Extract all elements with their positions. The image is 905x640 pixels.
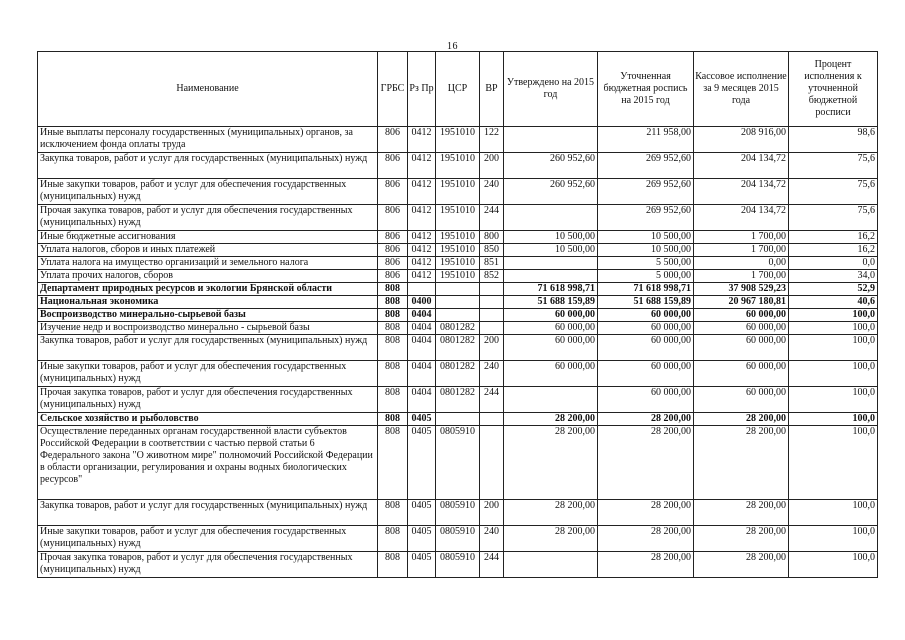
cell-cash: 60 000,00 — [694, 309, 789, 322]
cell-rzpr: 0404 — [408, 322, 436, 335]
table-row — [38, 526, 878, 552]
cell-vr — [480, 296, 504, 309]
cell-csr: 1951010 — [436, 205, 480, 231]
cell-rzpr: 0412 — [408, 205, 436, 231]
cell-grbs: 808 — [378, 283, 408, 296]
cell-percent: 100,0 — [789, 500, 878, 526]
cell-refined: 5 000,00 — [598, 270, 694, 283]
cell-csr: 1951010 — [436, 257, 480, 270]
cell-cash: 204 134,72 — [694, 153, 789, 179]
cell-vr: 240 — [480, 526, 504, 552]
cell-refined: 269 952,60 — [598, 179, 694, 205]
cell-refined: 71 618 998,71 — [598, 283, 694, 296]
cell-refined: 60 000,00 — [598, 309, 694, 322]
cell-percent: 75,6 — [789, 205, 878, 231]
cell-csr: 0801282 — [436, 387, 480, 413]
cell-grbs: 808 — [378, 413, 408, 426]
cell-csr: 0805910 — [436, 500, 480, 526]
cell-name: Уплата налога на имущество организаций и земельного налога — [38, 257, 378, 270]
cell-name: Закупка товаров, работ и услуг для государственных (муниципальных) нужд — [38, 335, 378, 361]
cell-percent: 100,0 — [789, 335, 878, 361]
cell-refined: 10 500,00 — [598, 244, 694, 257]
cell-percent: 100,0 — [789, 361, 878, 387]
cell-cash: 60 000,00 — [694, 335, 789, 361]
cell-name: Закупка товаров, работ и услуг для государственных (муниципальных) нужд — [38, 500, 378, 526]
cell-approved: 60 000,00 — [504, 309, 598, 322]
cell-approved: 28 200,00 — [504, 526, 598, 552]
cell-refined: 60 000,00 — [598, 387, 694, 413]
header-cash: Кассовое исполнение за 9 месяцев 2015 года — [694, 52, 789, 127]
cell-refined: 60 000,00 — [598, 361, 694, 387]
cell-name: Закупка товаров, работ и услуг для государственных (муниципальных) нужд — [38, 153, 378, 179]
page-number: 16 — [447, 41, 458, 52]
cell-percent: 75,6 — [789, 179, 878, 205]
cell-percent: 98,6 — [789, 127, 878, 153]
cell-name: Осуществление переданных органам государственной власти субъектов Российской Федерации в соответствии с частью первой статьи 6 Федерального закона "О животном мире" полномочий Российской Федерации в области организации, регулирования и охраны водных биологических ресурсов" — [38, 426, 378, 500]
table-row — [38, 296, 878, 309]
header-csr: ЦСР — [436, 52, 480, 127]
cell-grbs: 808 — [378, 361, 408, 387]
cell-grbs: 808 — [378, 296, 408, 309]
cell-rzpr: 0412 — [408, 231, 436, 244]
cell-rzpr: 0405 — [408, 426, 436, 500]
cell-name: Изучение недр и воспроизводство минерально - сырьевой базы — [38, 322, 378, 335]
cell-csr: 1951010 — [436, 153, 480, 179]
cell-rzpr: 0412 — [408, 244, 436, 257]
cell-rzpr: 0405 — [408, 552, 436, 578]
cell-grbs: 806 — [378, 179, 408, 205]
cell-vr: 200 — [480, 500, 504, 526]
cell-grbs: 806 — [378, 127, 408, 153]
table-row — [38, 270, 878, 283]
cell-vr: 244 — [480, 387, 504, 413]
cell-approved: 28 200,00 — [504, 413, 598, 426]
cell-vr — [480, 283, 504, 296]
cell-cash: 204 134,72 — [694, 205, 789, 231]
cell-vr: 852 — [480, 270, 504, 283]
cell-rzpr: 0404 — [408, 387, 436, 413]
cell-refined: 60 000,00 — [598, 322, 694, 335]
cell-cash: 28 200,00 — [694, 526, 789, 552]
cell-approved — [504, 257, 598, 270]
table-row — [38, 387, 878, 413]
cell-refined: 51 688 159,89 — [598, 296, 694, 309]
cell-cash: 37 908 529,23 — [694, 283, 789, 296]
cell-vr — [480, 413, 504, 426]
cell-name: Сельское хозяйство и рыболовство — [38, 413, 378, 426]
header-vr: ВР — [480, 52, 504, 127]
cell-grbs: 808 — [378, 309, 408, 322]
cell-csr: 1951010 — [436, 244, 480, 257]
cell-percent: 100,0 — [789, 552, 878, 578]
cell-approved: 10 500,00 — [504, 231, 598, 244]
cell-grbs: 806 — [378, 231, 408, 244]
table-row — [38, 179, 878, 205]
cell-rzpr: 0405 — [408, 500, 436, 526]
table-row — [38, 283, 878, 296]
cell-grbs: 808 — [378, 552, 408, 578]
cell-approved: 28 200,00 — [504, 500, 598, 526]
cell-vr: 851 — [480, 257, 504, 270]
header-name: Наименование — [38, 52, 378, 127]
cell-percent: 16,2 — [789, 244, 878, 257]
table-row — [38, 413, 878, 426]
cell-rzpr: 0405 — [408, 526, 436, 552]
table-row — [38, 205, 878, 231]
cell-refined: 28 200,00 — [598, 500, 694, 526]
cell-vr — [480, 426, 504, 500]
cell-approved: 28 200,00 — [504, 426, 598, 500]
table-row — [38, 127, 878, 153]
cell-vr: 122 — [480, 127, 504, 153]
cell-vr: 244 — [480, 205, 504, 231]
cell-cash: 60 000,00 — [694, 361, 789, 387]
cell-csr: 0801282 — [436, 361, 480, 387]
header-refined: Уточненная бюджетная роспись на 2015 год — [598, 52, 694, 127]
cell-name: Иные закупки товаров, работ и услуг для обеспечения государственных (муниципальных) нужд — [38, 179, 378, 205]
header-approved: Утверждено на 2015 год — [504, 52, 598, 127]
cell-vr: 240 — [480, 179, 504, 205]
cell-refined: 269 952,60 — [598, 205, 694, 231]
cell-rzpr: 0404 — [408, 335, 436, 361]
table-row — [38, 257, 878, 270]
cell-name: Иные выплаты персоналу государственных (муниципальных) органов, за исключением фонда оплаты труда — [38, 127, 378, 153]
cell-csr: 1951010 — [436, 127, 480, 153]
cell-refined: 10 500,00 — [598, 231, 694, 244]
table-row — [38, 244, 878, 257]
cell-cash: 60 000,00 — [694, 387, 789, 413]
cell-cash: 1 700,00 — [694, 270, 789, 283]
cell-approved: 60 000,00 — [504, 322, 598, 335]
cell-grbs: 808 — [378, 335, 408, 361]
cell-refined: 28 200,00 — [598, 426, 694, 500]
cell-refined: 28 200,00 — [598, 552, 694, 578]
cell-grbs: 808 — [378, 426, 408, 500]
cell-rzpr: 0412 — [408, 179, 436, 205]
cell-approved: 51 688 159,89 — [504, 296, 598, 309]
cell-percent: 100,0 — [789, 413, 878, 426]
cell-grbs: 808 — [378, 322, 408, 335]
budget-table — [37, 51, 878, 578]
cell-csr: 0801282 — [436, 335, 480, 361]
cell-approved — [504, 270, 598, 283]
cell-approved: 260 952,60 — [504, 179, 598, 205]
table-row — [38, 153, 878, 179]
cell-refined: 28 200,00 — [598, 526, 694, 552]
cell-rzpr: 0412 — [408, 153, 436, 179]
cell-grbs: 806 — [378, 205, 408, 231]
cell-refined: 269 952,60 — [598, 153, 694, 179]
cell-csr — [436, 309, 480, 322]
cell-cash: 60 000,00 — [694, 322, 789, 335]
cell-rzpr: 0400 — [408, 296, 436, 309]
table-row — [38, 231, 878, 244]
cell-approved: 260 952,60 — [504, 153, 598, 179]
cell-cash: 28 200,00 — [694, 552, 789, 578]
cell-vr: 850 — [480, 244, 504, 257]
cell-approved: 60 000,00 — [504, 335, 598, 361]
cell-csr: 1951010 — [436, 231, 480, 244]
cell-refined: 5 500,00 — [598, 257, 694, 270]
cell-grbs: 806 — [378, 257, 408, 270]
cell-vr: 240 — [480, 361, 504, 387]
cell-percent: 100,0 — [789, 322, 878, 335]
table-row — [38, 361, 878, 387]
header-grbs: ГРБС — [378, 52, 408, 127]
cell-rzpr: 0404 — [408, 361, 436, 387]
cell-vr: 800 — [480, 231, 504, 244]
table-row — [38, 335, 878, 361]
table-row — [38, 309, 878, 322]
cell-approved: 60 000,00 — [504, 361, 598, 387]
cell-grbs: 806 — [378, 153, 408, 179]
cell-rzpr: 0404 — [408, 309, 436, 322]
cell-approved — [504, 205, 598, 231]
cell-refined: 28 200,00 — [598, 413, 694, 426]
cell-approved — [504, 127, 598, 153]
cell-cash: 0,00 — [694, 257, 789, 270]
cell-name: Прочая закупка товаров, работ и услуг для обеспечения государственных (муниципальных) нужд — [38, 387, 378, 413]
cell-cash: 208 916,00 — [694, 127, 789, 153]
header-percent: Процент исполнения к уточненной бюджетной росписи — [789, 52, 878, 127]
cell-percent: 100,0 — [789, 387, 878, 413]
cell-name: Уплата налогов, сборов и иных платежей — [38, 244, 378, 257]
cell-grbs: 808 — [378, 500, 408, 526]
cell-percent: 34,0 — [789, 270, 878, 283]
cell-csr: 0801282 — [436, 322, 480, 335]
cell-name: Национальная экономика — [38, 296, 378, 309]
cell-name: Иные бюджетные ассигнования — [38, 231, 378, 244]
cell-rzpr — [408, 283, 436, 296]
cell-csr: 0805910 — [436, 526, 480, 552]
cell-approved — [504, 552, 598, 578]
cell-csr: 0805910 — [436, 426, 480, 500]
table-row — [38, 552, 878, 578]
cell-name: Уплата прочих налогов, сборов — [38, 270, 378, 283]
cell-csr — [436, 296, 480, 309]
cell-cash: 1 700,00 — [694, 231, 789, 244]
cell-approved: 10 500,00 — [504, 244, 598, 257]
cell-csr — [436, 413, 480, 426]
cell-approved — [504, 387, 598, 413]
cell-cash: 28 200,00 — [694, 426, 789, 500]
cell-grbs: 808 — [378, 526, 408, 552]
cell-percent: 75,6 — [789, 153, 878, 179]
cell-approved: 71 618 998,71 — [504, 283, 598, 296]
table-row — [38, 322, 878, 335]
cell-name: Воспроизводство минерально-сырьевой базы — [38, 309, 378, 322]
cell-percent: 16,2 — [789, 231, 878, 244]
cell-name: Прочая закупка товаров, работ и услуг для обеспечения государственных (муниципальных) нужд — [38, 552, 378, 578]
cell-percent: 40,6 — [789, 296, 878, 309]
cell-cash: 20 967 180,81 — [694, 296, 789, 309]
cell-vr — [480, 309, 504, 322]
cell-cash: 204 134,72 — [694, 179, 789, 205]
cell-cash: 28 200,00 — [694, 413, 789, 426]
cell-csr: 1951010 — [436, 179, 480, 205]
cell-vr: 200 — [480, 153, 504, 179]
cell-grbs: 806 — [378, 244, 408, 257]
cell-percent: 0,0 — [789, 257, 878, 270]
cell-rzpr: 0412 — [408, 127, 436, 153]
cell-refined: 60 000,00 — [598, 335, 694, 361]
cell-rzpr: 0412 — [408, 270, 436, 283]
cell-name: Иные закупки товаров, работ и услуг для обеспечения государственных (муниципальных) нужд — [38, 361, 378, 387]
cell-percent: 100,0 — [789, 526, 878, 552]
table-row — [38, 500, 878, 526]
cell-cash: 1 700,00 — [694, 244, 789, 257]
cell-rzpr: 0412 — [408, 257, 436, 270]
cell-name: Иные закупки товаров, работ и услуг для обеспечения государственных (муниципальных) нужд — [38, 526, 378, 552]
cell-refined: 211 958,00 — [598, 127, 694, 153]
cell-percent: 100,0 — [789, 426, 878, 500]
cell-vr: 244 — [480, 552, 504, 578]
cell-cash: 28 200,00 — [694, 500, 789, 526]
table-header-row — [38, 52, 878, 127]
cell-vr: 200 — [480, 335, 504, 361]
cell-csr — [436, 283, 480, 296]
cell-csr: 0805910 — [436, 552, 480, 578]
cell-grbs: 806 — [378, 270, 408, 283]
cell-vr — [480, 322, 504, 335]
cell-rzpr: 0405 — [408, 413, 436, 426]
header-rzpr: Рз Пр — [408, 52, 436, 127]
cell-csr: 1951010 — [436, 270, 480, 283]
cell-name: Прочая закупка товаров, работ и услуг для обеспечения государственных (муниципальных) нужд — [38, 205, 378, 231]
cell-name: Департамент природных ресурсов и экологии Брянской области — [38, 283, 378, 296]
table-row — [38, 426, 878, 500]
cell-percent: 100,0 — [789, 309, 878, 322]
cell-grbs: 808 — [378, 387, 408, 413]
cell-percent: 52,9 — [789, 283, 878, 296]
